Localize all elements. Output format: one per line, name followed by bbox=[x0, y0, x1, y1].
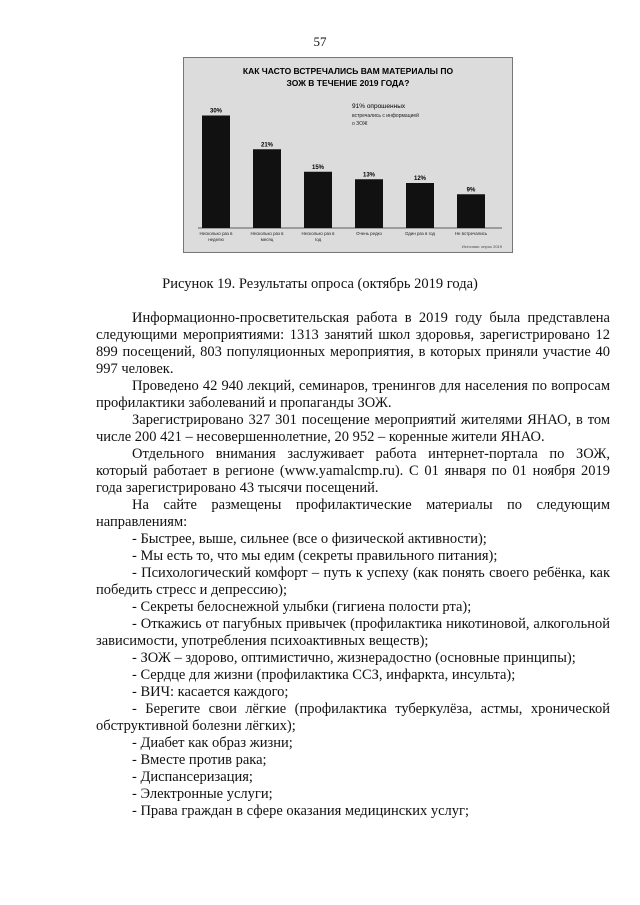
category-label-5: Один раз в год bbox=[404, 231, 436, 236]
category-label-3: Несколько раз в bbox=[301, 231, 335, 236]
bar-3 bbox=[304, 172, 332, 228]
paragraph: Проведено 42 940 лекций, семинаров, тренингов для населения по вопросам профилактики заболеваний и пропаганды ЗОЖ. bbox=[96, 378, 610, 411]
chart-annotation-line-3: о ЗОЖ bbox=[352, 121, 368, 127]
list-item: - Секреты белоснежной улыбки (гигиена полости рта); bbox=[132, 599, 472, 615]
list-item: - Права граждан в сфере оказания медицинских услуг; bbox=[132, 803, 469, 819]
chart-title-line-1: КАК ЧАСТО ВСТРЕЧАЛИСЬ ВАМ МАТЕРИАЛЫ ПО bbox=[242, 66, 454, 76]
paragraph: Зарегистрировано 327 301 посещение мероприятий жителями ЯНАО, в том числе 200 421 – несовершеннолетние, 20 952 – коренные жители ЯНАО. bbox=[96, 412, 610, 445]
category-label-3: год bbox=[314, 237, 322, 242]
figure-caption: Рисунок 19. Результаты опроса (октябрь 2019 года) bbox=[162, 276, 478, 292]
category-label-1: неделю bbox=[208, 237, 224, 242]
list-item: - Сердце для жизни (профилактика ССЗ, инфаркта, инсульта); bbox=[132, 667, 516, 683]
value-label-1: 30% bbox=[209, 108, 223, 115]
list-item: - Берегите свои лёгкие (профилактика туберкулёза, астмы, хронической обструктивной болезни лёгких); bbox=[96, 701, 610, 734]
bar-5 bbox=[406, 183, 434, 228]
value-label-4: 13% bbox=[362, 172, 376, 179]
chart-title-line-2: ЗОЖ В ТЕЧЕНИЕ 2019 ГОДА? bbox=[286, 78, 410, 88]
list-item: - ЗОЖ – здорово, оптимистично, жизнерадостно (основные принципы); bbox=[132, 650, 576, 666]
chart-annotation-line-2: встречались с информацией bbox=[352, 113, 419, 119]
category-label-2: месяц bbox=[260, 237, 274, 242]
page-number: 57 bbox=[313, 34, 327, 49]
list-item: - Откажись от пагубных привычек (профилактика никотиновой, алкогольной зависимости, употребления психоактивных веществ); bbox=[96, 616, 610, 649]
bar-1 bbox=[202, 116, 230, 229]
list-item: - Психологический комфорт – путь к успеху (как понять своего ребёнка, как победить стресс и депрессию); bbox=[96, 565, 610, 598]
body-text bbox=[96, 310, 610, 820]
value-label-6: 9% bbox=[466, 187, 476, 194]
list-item: - Диспансеризация; bbox=[132, 769, 253, 785]
list-item: - ВИЧ: касается каждого; bbox=[132, 684, 289, 700]
bar-4 bbox=[355, 179, 383, 228]
list-item: - Диабет как образ жизни; bbox=[132, 735, 293, 751]
bar-6 bbox=[457, 194, 485, 228]
category-label-4: Очень редко bbox=[356, 231, 382, 236]
category-label-1: Несколько раз в bbox=[199, 231, 233, 236]
value-label-3: 15% bbox=[311, 164, 325, 171]
bar-chart bbox=[184, 58, 512, 252]
category-label-2: Несколько раз в bbox=[250, 231, 284, 236]
list-item: - Вместе против рака; bbox=[132, 752, 267, 768]
chart-annotation-line-1: 91% опрошенных bbox=[352, 103, 406, 110]
list-item: - Мы есть то, что мы едим (секреты правильного питания); bbox=[132, 548, 498, 564]
bar-2 bbox=[253, 149, 281, 228]
paragraph: На сайте размещены профилактические материалы по следующим направлениям: bbox=[96, 497, 610, 530]
chart-source: Источник: опрос 2019 bbox=[461, 244, 502, 249]
value-label-2: 21% bbox=[260, 142, 274, 149]
list-item: - Быстрее, выше, сильнее (все о физической активности); bbox=[132, 531, 487, 547]
survey-chart bbox=[183, 57, 513, 253]
list-item: - Электронные услуги; bbox=[132, 786, 273, 802]
category-label-6: Не встречались bbox=[454, 231, 488, 236]
paragraph: Отдельного внимания заслуживает работа интернет-портала по ЗОЖ, который работает в регионе (www.yamalcmp.ru). С 01 января по 01 ноября 2019 года зарегистрировано 43 тысячи посещений. bbox=[96, 446, 610, 496]
value-label-5: 12% bbox=[413, 176, 427, 182]
paragraph: Информационно-просветительская работа в 2019 году была представлена следующими мероприятиями: 1313 занятий школ здоровья, зарегистрировано 12 899 посещений, 803 популяционных мероприятия, в которых приняли участие 40 997 человек. bbox=[96, 310, 610, 377]
